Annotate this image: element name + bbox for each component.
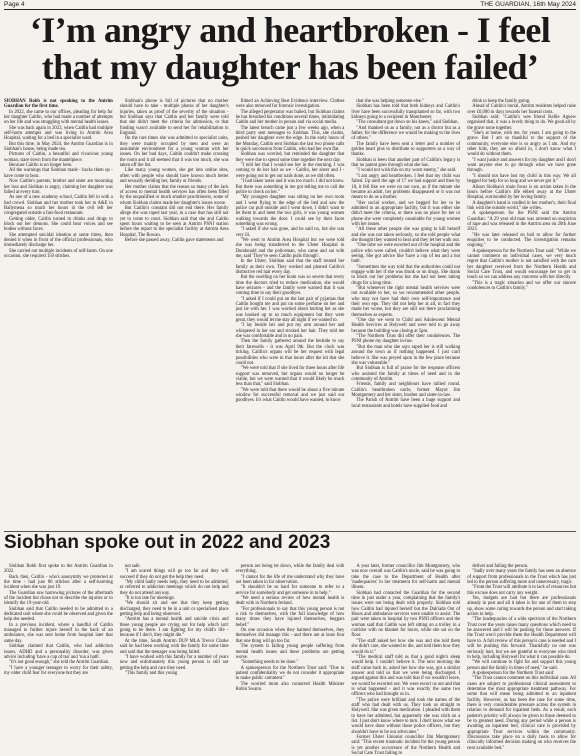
paragraph: Because Caitlin is no longer here. [9,163,73,169]
paragraph: Siobhan said: "Caitlin's wee friend Kellie Agnew organised that, it was a lovely thing to do. We good all by the grave none together. [467,115,576,131]
lead-paragraph [4,99,113,110]
paragraph: "The Trust cannot comment on this individual case. All cases are subject to professional clinical assessment to determine the most appropriate treatment pathway. For some that will mean being admitted to an inpatient facility. However, as has been the case for some time, there is very considerable pressure across the system in relation to demand for inpatient beds. As a result, each patient's priority will always be given to those deemed to be in greatest need. During any period while a person is awaiting an inpatient bed, clinical care is provided by appropriate Trust services within the community. Discussions take place on a daily basis to allow for clinically informed decision making on who receives the next available bed." [467,676,576,751]
paragraph: "One time we were escorted out of the hospital and the police who were called, couldn't believe what they were seeing. She got advice like 'have a cup of tea and a hot bath'. [351,243,461,265]
paragraph: "For professionals to say that this young person is not a risk to themselves, with the full knowledge of how many times they have injured themselves, beggars belief." [235,606,345,628]
paragraph: Before she passed away, Caitlin gave statements and [124,237,224,243]
paragraph: "Sometimes the way told that the authorities could not engage with her if she was drunk or on drugs. She drank to block out her problems but she had not been taking drugs for a long time. [351,264,461,286]
paragraph: Back then, Caitlin - who's anonymity we protected at the time - had just 80 stitches after a self-harming incident when she was just 19. [4,574,113,591]
paragraph: "The police were brilliant and took the names of the staff who had dealt with us. They took us straight to Holywell. She was given medication. I pleaded with them to have her admitted, but apparently she was sixth on a list. I just don't know where to turn. I don't know what we would have done without those police officers, but they shouldn't have to be our advocates." [351,697,461,735]
paragraph: "We should sit and see that they keep getting discharged, they need to be in a unit or specialised place getting help and being observed. [119,601,229,618]
paragraph: "This family and this young [124,670,178,676]
paragraph: A spokesperson for the Northern Trust said: "Due to patient confidentiality we do not consider it appropriate to make public comment." [235,665,345,682]
paragraph: The Guardian saw harrowing pictures of the aftermath of the incident but chose not to describe the injuries or to identify the 19-year-old. [4,590,113,607]
paragraph: Siobhan claimed that Caitlin, who had addiction issues, ADHD and a personality disorder, was given advice including 'have a cup of tea' and 'run a bath'. [4,644,113,660]
story1-column-3 [236,99,345,530]
paragraph: "I cannot for the life of me understand why they have not been taken in for observation. [235,574,345,586]
paragraph: Siobhan's phone is full of pictures that no mother should have to take - multiple photos of her daughter's injuries, taken as proof of the severity of the situation - but Siobhan says that Caitlin and her family were told that she didn't meet the criteria for admission, or that funding wasn't available to send her for rehabilitation in England. [119,99,229,137]
paragraph: "We were told that if she lived for three hours after life support was removed, her organs would no longer be viable, but we were warned that it would likely be much less than that," said Siobhan. [235,366,345,388]
paragraph: Alison Siobhan's main focus is on action taken in the hours before Caitlin's life ebbed away at the Ulster Hospital, surrounded by her loving family. [467,184,576,201]
paragraph: "We need a serious review of how mental health is dealt with in Northern Ireland. [235,596,345,607]
paragraph: Like many young women, she got into online sites, often with people who should have known much better and sexually deriding her, family or friends. [119,168,229,185]
paragraph: But Caitlin's constant did not end there. Her family allege she was raped last year, in a case that has still not yet to come to court. Siobhan said that she and Caitlin spent hours waiting to be seen at Antrim PSNI station before the report to the specialist facility at Antrim Area Hospital, The Rowan. [119,205,229,238]
paragraph: A daughter's hand is cradled in her mother's, their final link with the outside world," she writes. [467,200,576,211]
paragraph: "She's at home, with me, for years, I am going to the grave. But I am so thankful to the support of the community, everyone else is so angry as I am. And my other kids, they are so afraid in, I don't know what I would do without them. [467,131,576,158]
paragraph: "The consultant got down on his knees," said Siobhan. [356,120,459,126]
paragraph: "Something needs to be done." [240,660,299,666]
paragraph: person are being let down, while the family deal with everything. [235,564,345,575]
paragraph: "It's not good enough," she told the Antrim Guardian. [9,660,110,666]
paragraph: "One day we went to Child and Adolescent Mental Health Services at Holywell and were told to go away because the building was closing at 5pm. [351,318,461,334]
paragraph: "And thanked us as a family, not as a doctor but as a father, for the difference we would be making to the lives of others." [351,125,461,142]
paragraph: "It is too late for meetings. [124,596,175,602]
paragraph: But this time, in May 2024, the Antrim Guardian is in Siobhan's house, being made tea. [4,141,113,153]
paragraph: "I asked if she was gone, and he said no, but she was very ill. [235,227,345,238]
paragraph: "I have a younger teenager to worry for their safety, my older child fear for everyone but they are [4,665,113,676]
paragraph: Siobhan Robb first spoke to the Antrim Guardian in 2022. [4,564,113,575]
story2-column-4 [351,564,461,756]
paragraph: "I am scared things will go too far and they will succeed if they do not get the help they need. [119,569,229,580]
paragraph: Her mother claims that the reason so many of the lack of access to mental health services has often been filled by the unqualified or much smaller practitioners, some of whom Siobhan claims made her daughter's issues worse. [119,184,229,206]
paragraph: "I have worked with this family for a number of years now and unfortunately this young person is still not getting the help and care they need. [119,654,229,671]
paragraph: "The staff asked her how she was and she told them she didn't care, she wanted to die, and told them how they would do it." [351,638,461,655]
story2-column-5 [467,564,576,751]
paragraph: "I would not wish this on my worst enemy," she said. [356,168,457,174]
paragraph: But Siobhan is full of praise for the response officers who assisted the family at times of need and in the community of Antrim. [351,366,461,382]
story1-column-5 [467,99,576,530]
paragraph: Then the family gathered around the bedside to say their farewells - it was April 9th. But the clock was ticking. Caitlin's organs will be her request with legal possibilities who were in that hours after the kit that she could not. [235,339,345,366]
paragraph: The latest breach came just a few weeks ago, when a third party sent messages to Siobhan. This, she claims, pushed her daughter over the edge. In the early hours of the Monday, Caitlin sent Siobhan the last two phone calls in quick succession from Caitlin, who had her own flat. [235,125,345,153]
paragraph: Yes, budgets are bad but there are professionals already in post and all it takes is for one of them to step up, show some caring towards the person and start taking action to help. [467,596,576,618]
paragraph: Friends, family and neighbours have rallied round. Caitlin's heartbroken uncle, former Mayor Jim Montgomery and her sister, brother and sister-in-law. [351,382,461,398]
story1-columns [4,99,576,530]
paragraph: drink to keep the family going. [472,99,531,104]
paragraph: A spokesperson for the Northern Trust said: [472,670,555,676]
main-headline: ‘I’m angry and heartbroken - I feel that my daughter has been failed’ [29,10,551,87]
paragraph: "My youngest daughter was sitting on her own room and I went flying to the edge of the bed and saw the police car pull outside and I went down, I didn't want to let them in and meet the two girls, it was young women walking towards the door. I could see by their faces something was wrong. [235,195,345,227]
paragraph: "I should not have lost my child in this way. We all begged for help for so long and we never got it." [467,173,576,185]
story1-column-1 [4,99,113,530]
paragraph: The Parish of Antrim have been a huge support and local restaurants and hotels have supplied food and [351,398,461,409]
paragraph: The family have been sent a letter and a number of golden heart pins to distribute to supporters as a way of thanks. [351,141,461,158]
paragraph: "The medical staff told us that a good night's sleep would help. I couldn't believe it. The next morning the staff came back in, asked her how she was, got a similar answer and told us that we were being discharged. I argued against this and was told that if we wouldn't leave, we would be escorted out. We were escort us out and that is what happened - and it was exactly the same two officers who had brought us in. [351,654,461,698]
paragraph: She carried out multiple incidents of self-harm. On one occasion, she required 150 stitches. [4,248,113,259]
paragraph: "I lay beside her and put my arm around her and whispered in her ear and stroked her hair. They told me she was comfortable and in no pain. [235,323,345,340]
paragraph: The system is failing young people suffering from mental health issues and these problems are getting worse. [235,644,345,660]
paragraph: Ahead of Caitlin's burial, Antrim residents helped raise over £6,000 in days towards her funeral costs. [467,104,576,115]
paragraph: "The inadequacies of a wide spectrum of the Northern Trust over the years raises many questions which need to be answered and I will be pushing for those answers. If the Trust won't provide them the Health Department will have to. A full review of this person's case is needed and I will be pushing this forward. Thankfully no one was seriously hurt, but we are grateful to everyone who tried to help, including Holywell for what it can possible do. [467,617,576,660]
paragraph: "From the Trust will attribute it to lack of resources but this excuse does not carry any weight. [467,585,576,596]
paragraph: "We will continue to fight for and support this young person and the family in times of need," he said. [467,660,576,671]
paragraph: "He was later released on bail to allow for further enquiries to be conducted. The investigation remains ongoing." [467,232,576,249]
paragraph: On the rare times she was admitted to specialist units, they were mainly occupied by men and were an unsuitable environment for a young woman with her issues. On her bad days, Caitlin couldn't make crossing the room and it all seemed that it was too much, she was taken off the list. [119,136,229,169]
paragraph: Siobhan was worried, but reminded the daughter that they were due to spend some time together the next day. [235,152,345,163]
paragraph: The alleged perpetrator was bailed, but Siobhan claims he has breached his conditions several times, intimidating Caitlin and her mother in person and via social media. [235,109,345,126]
paragraph: She was back again in 2023, when Caitlin had multiple self-harm attempts and was living in Antrim Area Hospital, waiting for a bed in a specialist ward. [4,125,113,142]
paper-date: THE GUARDIAN, 16th May 2024 [480,1,576,8]
paragraph: In a previous incident, where a handful of Caitlin managed to further injure herself in the back of an ambulance, she was sent home from hospital later that same day. [4,622,113,644]
paragraph: "We were told that there would be about a five minute window for successful removal and we just said our goodbyes. It's what Caitlin would have wanted, to know [235,387,345,404]
paragraph: A spokesperson for the Northern Trust said: "While we cannot comment on individual cases, we very much regret that Caitlin's mother is not satisfied with the care her daughter received from the Northern Health and Social Care Trust, and would encourage her to get in touch so we can address any concerns with her directly. [467,248,576,281]
paragraph: "I had taken notes and it was too much. I did not know. But there was something in me got telling me to call the police to check on her." [235,179,345,195]
story2-column-2 [120,564,229,734]
paragraph: "The Northern Trust did offer their condolences. The PSNI phone my daughter in-law. [351,334,461,345]
paragraph: As one of a new academy school, Caitlin fell in with a bad crowd. Siobhan and her mother took her to A&E in Ballymena so much her hours in the cell left her congregated outside a fast-food restaurant. [4,195,113,217]
paragraph: Siobhan has been told that both kidneys and Caitlin's liver have been successfully transplanted so far, with two kidneys going to a recipient in Manchester. [351,104,461,121]
paragraph: Now Caitlin's parents, brother and sister are mourning her loss and Siobhan is angry, claiming her daughter was failed at every turn. [4,179,113,195]
paragraph: "I told her that I would see her in the morning, I was coming to do her hair as we - Caitlin, her sister and I - were going out to get our nails done, as we did often. [235,163,345,179]
paragraph: At the time, South Antrim DUP MLA Trevor Clarke said he had been working with the family for some time and said that the teenager was being failed. [119,638,229,655]
paragraph: On one occasion when they harmed themselves, they themselves did manage this - and there are at least four that one thing will go too far. [235,628,345,644]
paragraph: that she was helping someone else." [356,99,424,104]
paragraph: filmed an Achieving Best Evidence interview. Clothes were also removed for forensic investigation. [235,99,345,110]
paragraph: "I want justice and answers for my daughter and I don't want anyone else to go through what we have gone through. [467,157,576,174]
story2-column-1 [4,564,113,734]
paragraph: A year later, former councillor Jim Montgomery, who was now overall was Caitlin's uncle, said he was going to take the case to the Department of Health after 'inadequacies' in her treatment for self-harm and mental illness. [351,564,461,591]
story2-columns [4,564,576,756]
paragraph: "It shouldn't be so hard for someone to refer to a service for somebody and get someone in to help." [235,585,345,596]
paragraph: Getting older, Caitlin turned to drinks and drugs to block out her demons. She could hear voices and see bodies without faces. [4,216,113,233]
page-number: Page 4 [4,1,25,8]
paragraph: Former Ulster Unionist councillor Jim Montgomery said: "This recent traumatic incident for the young person is yet another occurrence of the Northern Health and Social Care Trust failing to [351,735,461,756]
paragraph: In 2022, she came to our offices, pleading for help for her daughter Caitlin, who had made a number of attempts on her life and was struggling with mental health issues. [4,109,113,126]
masthead [4,0,576,9]
paragraph: "My child badly needs help, they need to be admitted, or referred to addiction meetings which do not help and they do not attend anyway. [119,580,229,596]
paragraph: "Antrim has a mental health and suicide crisis and these young people are crying out for help which isn't going to be there. I am fighting for my child's life - because if I don't, they might die." [119,617,229,639]
paragraph: "But the man who she says raped her is still walking around the town as if nothing happened. I just can't believe it. She was preyed upon in the few place because she was vulnerable." [351,344,461,366]
paragraph: But the swelling on her brain was so severe that every time the doctors tried to reduce medication, she would have seizures - and the family were warned that it was coming time to say their goodbyes. [235,275,345,297]
paragraph: "I am angry and heartbroken. I feel that my child was failed. Up until the age of 17 we had support and then by 18, it fell like we were on our own, as if the minute she became an adult, her problems disappeared or it was not meant to do as a mother. [351,173,461,201]
paragraph: "We went to Antrim Area Hospital but we were told she was being transferred to the Ulster Hospital in Dundonald and the policeman, who came and sat with me, said 'They've seen Caitlin pulls through'. [235,237,345,259]
paragraph: She attempted suicidal ideation at some times, then denied it when in front of the official professionals, who immediately discharge her. [4,232,113,249]
story1-column-4 [351,99,460,530]
paragraph: "All these other people she was going to kill herself and she was not taken seriously, so she told people what she thought they wanted to hear and they let her walk out. [351,227,461,243]
lead-text: SIOBHAN Robb is not speaking to the Antrim Guardian for the first time. [4,99,113,110]
paragraph: All the warnings that Siobhan made - backs them up - have come to bear. [4,168,113,179]
paragraph: "Sadly over many years the family has seen an absence of support from professionals in the Trust which has just led to the person suffering more and unnecessary, tragic. [467,569,576,586]
paragraph: "I asked if I could put on the last pair of pyjamas that Caitlin bought me and put on some perfume on her and just lie with her. I was worried about hurting her as she was hooked up to so much equipment but they were great, they would let me stay all night if we wanted to. [235,296,345,324]
paragraph: In the Ulster, Siobhan said that the staff treated her family as their own. They worked and phoned Caitlin's distinctive red hair every day. [235,259,345,275]
secondary-headline: Siobhan spoke out in 2022 and 2023 [4,532,331,553]
paragraph: deliver and failing the person. [472,564,529,569]
paragraph: Pictures of Caitlin, a beautiful and vivacious young woman, stare down from the mantelpiece. [4,152,113,163]
paragraph: "Her social worker, and we begged for her to be admitted to an appropriate facility, but it was either she didn't meet the criteria, or there was no place for her or phone she were completely unsuitable for young women with her issues. [351,200,461,227]
paragraph: "This is a tragic situation and we offer our sincere condolences to Caitlin's family." [467,280,576,292]
paragraph: Siobhan said that Caitlin needed to be admitted to a dedicated unit where she could be observed and given the help she needed. [4,606,113,623]
paragraph: Siobhan is been that another part of Caitlin's legacy is that no parent goes through what she has. [351,157,461,169]
paragraph: Siobhan had contacted the Guardian for the second time in just under a year, complaining that the family's issues were not being dealt with properly. Siobhan told how Caitlin had injured herself but the Dalriada Out of Hours and ambulance services were unable to assist. The pair were taken to hospital by two PSNI officers and the woman said that Caitlin was left sitting on a trolley in a corridor with no blanket for hours, while she sat on the floor. [351,590,461,639]
paragraph: not safe. [124,564,141,569]
paragraph: The worried mum also contacted Health Minister Robin Swann. [235,681,345,692]
paragraph: A spokesperson for the PSNI said the Antrim Guardian: "A 29 year old man was arrested on suspicion of rape and was released in the Antrim area on 20th June 2023. [467,211,576,233]
story2-column-3 [236,564,345,734]
story1-column-2 [120,99,229,530]
paragraph: "But whenever the right mental health services were not available to her, so we recommended other people, who may not have had their own self-importance and their own ego. They did not help her at all, in fact they made her worse, but they are still out there proclaiming themselves as experts. [351,286,461,318]
